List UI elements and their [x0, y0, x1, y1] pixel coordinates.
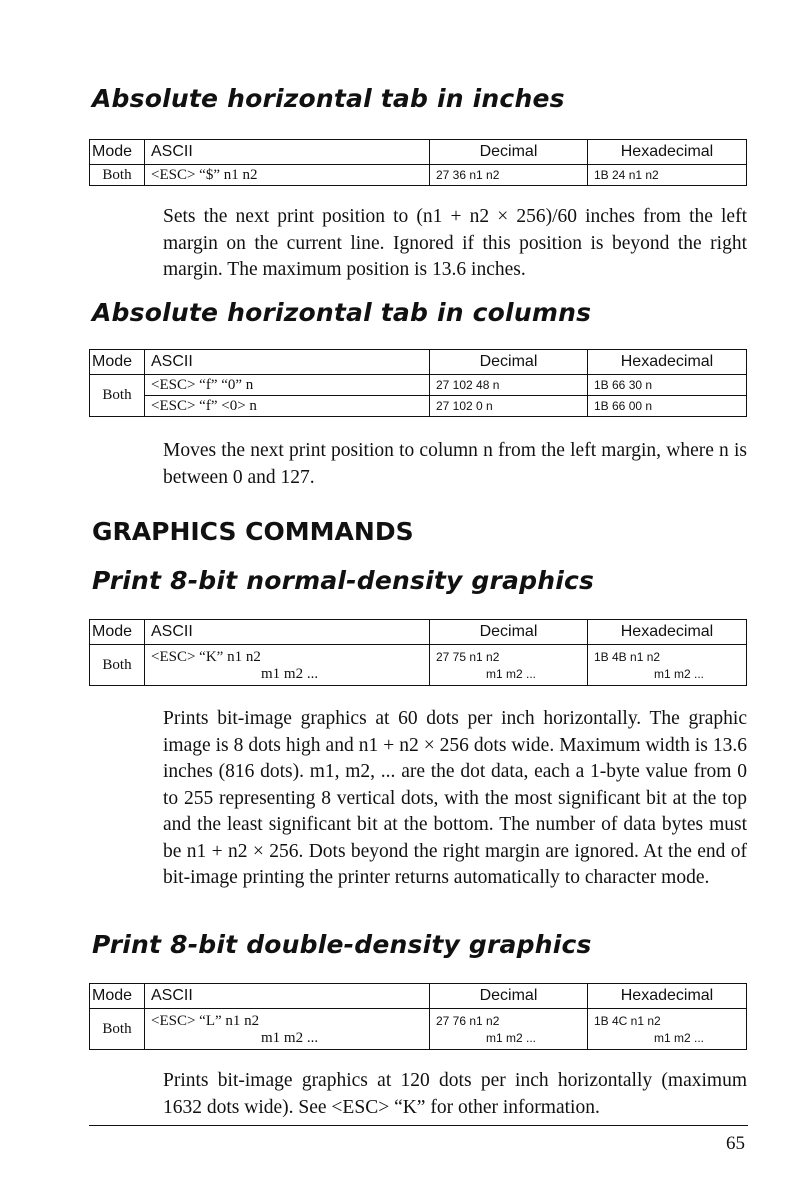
heading-absolute-tab-inches: Absolute horizontal tab in inches [92, 84, 565, 113]
decimal-line-2: m1 m2 ... [486, 1031, 537, 1045]
col-header-hex: Hexadecimal [588, 984, 747, 1009]
table-row [90, 165, 747, 186]
col-header-decimal: Decimal [430, 620, 588, 645]
cell-hex [588, 645, 747, 686]
heading-normal-density-graphics: Print 8-bit normal-density graphics [92, 566, 595, 595]
col-header-mode: Mode [90, 984, 145, 1009]
cell-ascii: <ESC> “f” <0> n [145, 396, 430, 417]
footer-rule [89, 1125, 748, 1126]
description-double-density: Prints bit-image graphics at 120 dots per inch horizontally (maximum 1632 dots wide). See <ESC> “K” for other information. [163, 1070, 747, 1118]
cell-ascii: <ESC> “$” n1 n2 [145, 165, 430, 186]
col-header-mode: Mode [90, 620, 145, 645]
cell-ascii [145, 645, 430, 686]
ascii-line-2: m1 m2 ... [261, 1030, 319, 1046]
col-header-ascii: ASCII [145, 140, 430, 165]
decimal-line-1: 27 76 n1 n2 [436, 1014, 500, 1028]
col-header-hex: Hexadecimal [588, 140, 747, 165]
hex-line-2: m1 m2 ... [654, 1031, 705, 1045]
hex-line-1: 1B 4C n1 n2 [594, 1014, 661, 1028]
col-header-decimal: Decimal [430, 984, 588, 1009]
table-row [90, 375, 747, 396]
ascii-line-1: <ESC> “K” n1 n2 [151, 649, 261, 665]
table-header-row [90, 620, 747, 645]
col-header-ascii: ASCII [145, 984, 430, 1009]
cell-decimal: 27 102 48 n [430, 375, 588, 396]
command-table-double-density [89, 983, 747, 1050]
col-header-hex: Hexadecimal [588, 620, 747, 645]
hex-line-2: m1 m2 ... [654, 667, 705, 681]
table-header-row [90, 350, 747, 375]
heading-absolute-tab-columns: Absolute horizontal tab in columns [92, 298, 592, 327]
cell-mode: Both [90, 1009, 145, 1050]
hex-line-1: 1B 4B n1 n2 [594, 650, 661, 664]
cell-decimal [430, 645, 588, 686]
col-header-decimal: Decimal [430, 350, 588, 375]
cell-hex: 1B 66 00 n [588, 396, 747, 417]
cell-ascii: <ESC> “f” “0” n [145, 375, 430, 396]
cell-mode: Both [90, 375, 145, 417]
ascii-line-1: <ESC> “L” n1 n2 [151, 1013, 260, 1029]
cell-hex: 1B 66 30 n [588, 375, 747, 396]
col-header-mode: Mode [90, 140, 145, 165]
command-table-tab-columns [89, 349, 747, 417]
decimal-line-1: 27 75 n1 n2 [436, 650, 500, 664]
description-tab-inches: Sets the next print position to (n1 + n2 × 256)/60 inches from the left margin on the current line. Ignored if this position is beyond the right margin. The maximum position is 13.6 inches. [163, 206, 747, 280]
cell-hex: 1B 24 n1 n2 [588, 165, 747, 186]
table-row [90, 1009, 747, 1050]
decimal-line-2: m1 m2 ... [486, 667, 537, 681]
cell-ascii [145, 1009, 430, 1050]
ascii-line-2: m1 m2 ... [261, 666, 319, 682]
col-header-decimal: Decimal [430, 140, 588, 165]
table-header-row [90, 140, 747, 165]
cell-mode: Both [90, 165, 145, 186]
cell-decimal: 27 102 0 n [430, 396, 588, 417]
table-row [90, 645, 747, 686]
page-number: 65 [726, 1133, 745, 1154]
description-tab-columns: Moves the next print position to column n from the left margin, where n is between 0 and 127. [163, 440, 747, 488]
cell-hex [588, 1009, 747, 1050]
command-table-normal-density [89, 619, 747, 686]
col-header-mode: Mode [90, 350, 145, 375]
table-header-row [90, 984, 747, 1009]
cell-decimal [430, 1009, 588, 1050]
col-header-hex: Hexadecimal [588, 350, 747, 375]
col-header-ascii: ASCII [145, 620, 430, 645]
table-row [90, 396, 747, 417]
cell-decimal: 27 36 n1 n2 [430, 165, 588, 186]
command-table-tab-inches [89, 139, 747, 186]
heading-double-density-graphics: Print 8-bit double-density graphics [92, 930, 592, 959]
heading-graphics-commands: GRAPHICS COMMANDS [92, 517, 414, 546]
description-normal-density: Prints bit-image graphics at 60 dots per inch horizontally. The graphic image is 8 dots high and n1 + n2 × 256 dots wide. Maximum width is 13.6 inches (816 dots). m1, m2, ... are the dot data, each a 1-byte value from 0 to 255 representing 8 vertical dots, with the most significant bit at the top and the least significant bit at the bottom. The number of data bytes must be n1 + n2 × 256. Dots beyond the right margin are ignored. At the end of bit-image printing the printer returns automatically to character mode. [163, 708, 747, 888]
cell-mode: Both [90, 645, 145, 686]
col-header-ascii: ASCII [145, 350, 430, 375]
